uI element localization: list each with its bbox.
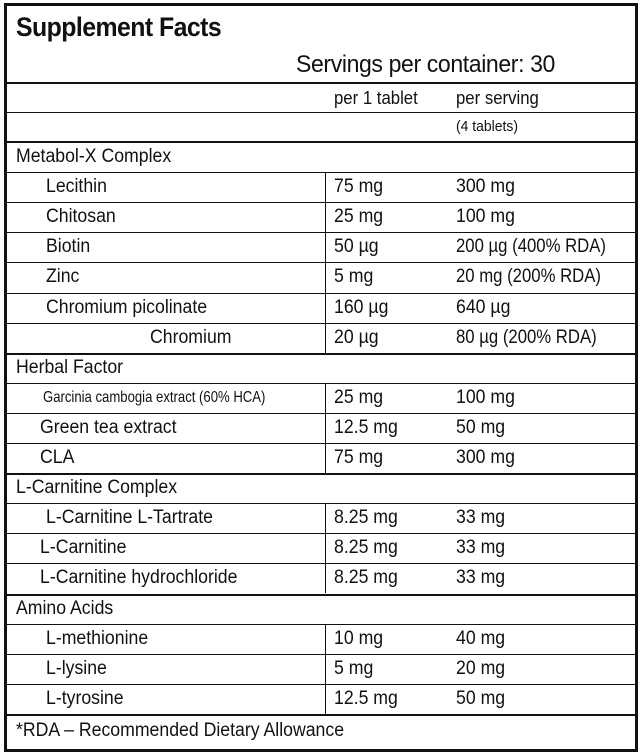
- header-per-serving: per serving: [456, 88, 539, 108]
- ingredient-name: Garcinia cambogia extract (60% HCA): [43, 388, 266, 406]
- amount-per-tablet: 50 µg: [334, 236, 379, 258]
- ingredient-name: Green tea extract: [40, 416, 177, 438]
- amount-per-serving: 20 mg (200% RDA): [456, 266, 601, 288]
- ingredient-name: Chitosan: [46, 206, 116, 228]
- ingredient-name: L-methionine: [46, 627, 149, 649]
- ingredient-name: L-lysine: [46, 657, 107, 679]
- ingredient-name: Biotin: [46, 236, 91, 258]
- amount-per-serving: 33 mg: [456, 507, 506, 529]
- amount-per-tablet: 12.5 mg: [334, 687, 398, 709]
- column-rule: [325, 383, 326, 473]
- amount-per-serving: 100 mg: [456, 386, 515, 408]
- column-rule: [325, 503, 326, 593]
- amount-per-tablet: 25 mg: [334, 386, 384, 408]
- section-heading: Herbal Factor: [16, 356, 124, 378]
- ingredient-name: L-Carnitine: [40, 537, 127, 559]
- amount-per-serving: 200 µg (400% RDA): [456, 236, 606, 258]
- amount-per-tablet: 10 mg: [334, 627, 384, 649]
- amount-per-tablet: 5 mg: [334, 657, 374, 679]
- header-per-serving-note: (4 tablets): [456, 118, 519, 135]
- divider: [7, 443, 635, 444]
- supplement-facts-panel: [4, 3, 638, 752]
- amount-per-tablet: 75 mg: [334, 176, 384, 198]
- amount-per-serving: 50 mg: [456, 687, 506, 709]
- amount-per-tablet: 160 µg: [334, 296, 389, 318]
- section-heading: Metabol-X Complex: [16, 146, 172, 167]
- ingredient-name: Chromium: [150, 326, 232, 348]
- header-per-tablet: per 1 tablet: [334, 88, 418, 108]
- ingredient-name: Lecithin: [46, 176, 107, 198]
- amount-per-serving: 300 mg: [456, 176, 515, 198]
- ingredient-name: Zinc: [46, 266, 80, 288]
- panel-title: Supplement Facts: [16, 12, 222, 42]
- amount-per-serving: 33 mg: [456, 567, 506, 589]
- amount-per-tablet: 8.25 mg: [334, 567, 398, 589]
- column-rule: [325, 624, 326, 714]
- amount-per-serving: 300 mg: [456, 447, 515, 468]
- amount-per-tablet: 75 mg: [334, 447, 384, 468]
- amount-per-tablet: 20 µg: [334, 326, 379, 348]
- amount-per-tablet: 5 mg: [334, 266, 374, 288]
- divider: [7, 82, 635, 84]
- amount-per-tablet: 8.25 mg: [334, 537, 398, 559]
- ingredient-name: CLA: [40, 447, 75, 468]
- amount-per-serving: 100 mg: [456, 206, 515, 228]
- ingredient-name: Chromium picolinate: [46, 296, 208, 318]
- amount-per-serving: 50 mg: [456, 416, 506, 438]
- ingredient-name: L-Carnitine L-Tartrate: [46, 507, 213, 529]
- amount-per-serving: 33 mg: [456, 537, 506, 559]
- section-heading: Amino Acids: [16, 597, 114, 619]
- section-heading: L-Carnitine Complex: [16, 477, 178, 499]
- ingredient-name: L-tyrosine: [46, 687, 124, 709]
- amount-per-serving: 40 mg: [456, 627, 506, 649]
- footnote: *RDA – Recommended Dietary Allowance: [16, 720, 345, 741]
- amount-per-serving: 20 mg: [456, 657, 506, 679]
- amount-per-tablet: 8.25 mg: [334, 507, 398, 529]
- servings-per-container: Servings per container: 30: [296, 51, 555, 78]
- amount-per-serving: 80 µg (200% RDA): [456, 326, 597, 348]
- divider: [7, 112, 635, 113]
- amount-per-tablet: 25 mg: [334, 206, 384, 228]
- ingredient-name: L-Carnitine hydrochloride: [40, 567, 238, 589]
- amount-per-serving: 640 µg: [456, 296, 511, 318]
- column-rule: [325, 172, 326, 353]
- amount-per-tablet: 12.5 mg: [334, 416, 398, 438]
